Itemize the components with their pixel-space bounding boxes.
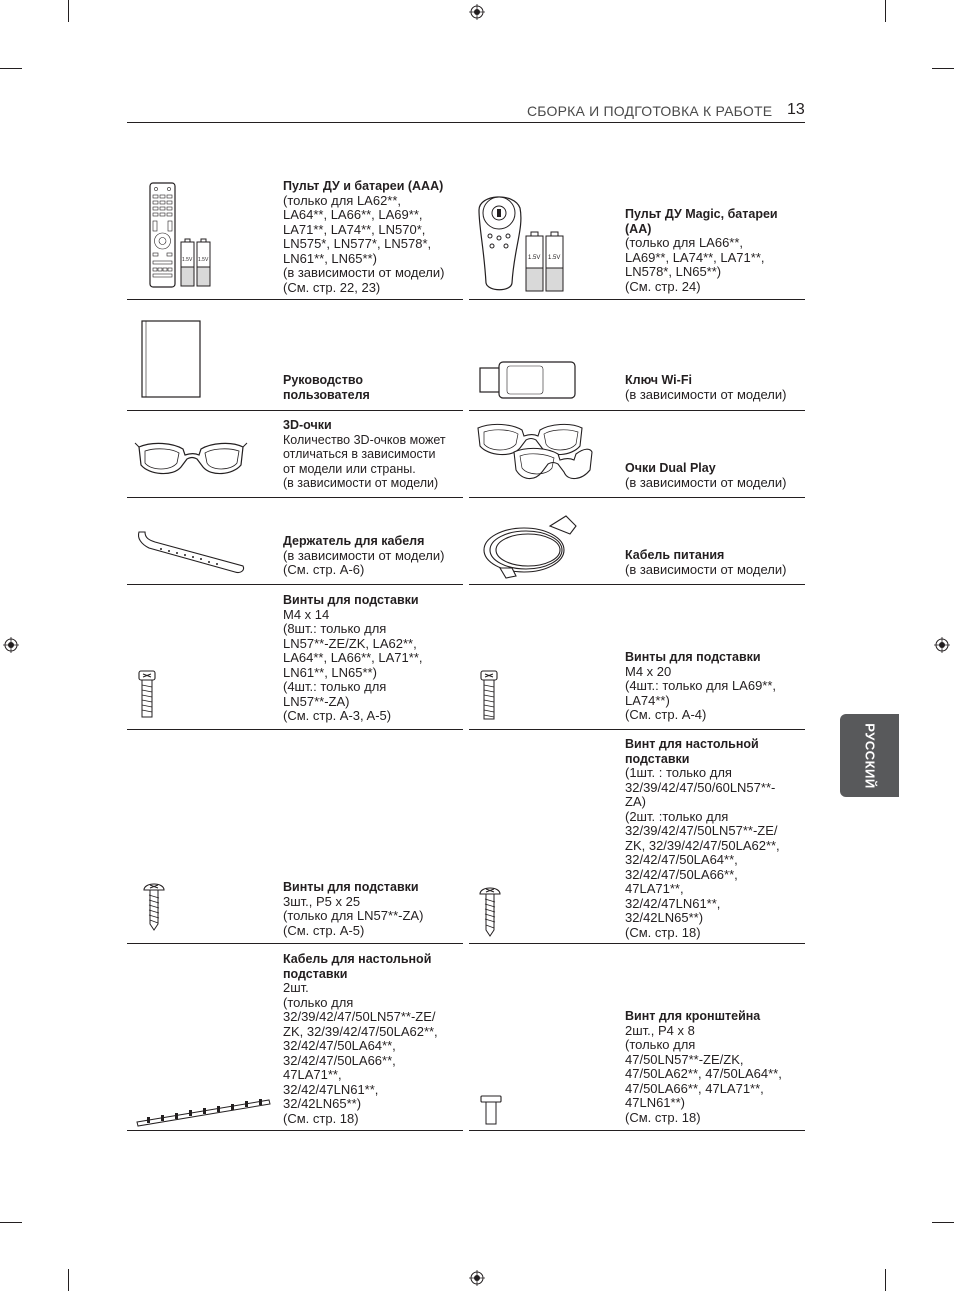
row-divider xyxy=(469,1130,805,1131)
item-description: 2шт., P4 x 8 (только для 47/50LN57**-ZE/ZK, 47/50LA62**, 47/50LA64**, 47/50LA66**, 47LA71**, 47LN61**) (См. стр. 18) xyxy=(625,1022,782,1125)
row-divider xyxy=(127,943,463,944)
battery-label: 1.5V xyxy=(198,257,209,263)
language-tab-label: РУССКИЙ xyxy=(862,722,877,789)
screw-icon xyxy=(142,880,166,932)
item-desk-stand-cable xyxy=(283,952,458,1126)
registration-mark-icon xyxy=(469,4,485,20)
row-divider xyxy=(469,410,805,411)
row-divider xyxy=(469,943,805,944)
wifi-dongle-icon xyxy=(477,360,577,400)
item-title: Держатель для кабеля xyxy=(283,534,425,548)
header-rule xyxy=(127,122,805,123)
item-3d-glasses xyxy=(283,418,458,491)
row-divider xyxy=(469,299,805,300)
item-description: 2шт. (только для 32/39/42/47/50LN57**-ZE/ ZK, 32/39/42/47/50LA62**, 32/42/47/50LA64**, 32/42/47/50LA66**, 47LA71**, 32/42/47LN61**, 32/42LN65**) (См. стр. 18) xyxy=(283,980,438,1126)
row-divider xyxy=(127,1130,463,1131)
registration-mark-icon xyxy=(934,637,950,653)
item-wifi-dongle xyxy=(625,373,800,402)
item-user-manual xyxy=(283,373,458,402)
item-title: Пульт ДУ Magic, батареи (AA) xyxy=(625,207,778,236)
screw-icon xyxy=(479,669,499,721)
dual-play-glasses-icon xyxy=(474,418,594,490)
item-title: Очки Dual Play xyxy=(625,461,716,475)
item-title: Кабель для настольной подставки xyxy=(283,952,432,981)
item-title: Винт для кронштейна xyxy=(625,1009,761,1023)
crop-mark xyxy=(885,1269,886,1291)
power-cable-icon xyxy=(480,512,580,580)
row-divider xyxy=(469,729,805,730)
remote-control-icon xyxy=(145,181,215,289)
row-divider xyxy=(127,410,463,411)
item-title: Кабель питания xyxy=(625,548,725,562)
row-divider xyxy=(127,584,463,585)
item-title: Руководство пользователя xyxy=(283,373,370,402)
item-stand-screws-p5x25 xyxy=(283,880,458,938)
item-title: Винт для настольной подставки xyxy=(625,737,759,766)
item-magic-remote xyxy=(625,207,800,294)
item-description: (в зависимости от модели) xyxy=(625,386,787,402)
battery-label: 1.5V xyxy=(548,255,561,261)
item-remote-aaa xyxy=(283,179,458,295)
user-manual-icon xyxy=(140,319,204,399)
item-description: (в зависимости от модели) xyxy=(625,474,787,490)
bracket-screw-icon xyxy=(479,1094,503,1126)
section-title: СБОРКА И ПОДГОТОВКА К РАБОТЕ xyxy=(527,103,773,119)
item-description: (в зависимости от модели) xyxy=(625,561,787,577)
page-number: 13 xyxy=(787,101,805,118)
crop-mark xyxy=(932,1222,954,1223)
row-divider xyxy=(469,497,805,498)
row-divider xyxy=(127,299,463,300)
3d-glasses-icon xyxy=(133,433,248,483)
item-description: M4 x 20 (4шт.: только для LA69**, LA74**) (См. стр. A-4) xyxy=(625,663,777,722)
screw-icon xyxy=(137,669,157,719)
battery-label: 1.5V xyxy=(528,255,541,261)
item-description: (только для LA66**, LA69**, LA74**, LA71**, LN578*, LN65**) (См. стр. 24) xyxy=(625,235,765,294)
cable-holder-icon xyxy=(135,528,247,578)
item-description: (только для LA62**, LA64**, LA66**, LA69**, LA71**, LA74**, LN570*, LN575*, LN577*, LN578*, LN61**, LN65**) (в зависимости от модели) (См. стр. 22, 23) xyxy=(283,192,445,295)
item-desk-stand-screw xyxy=(625,737,800,940)
crop-mark xyxy=(932,68,954,69)
item-description: M4 x 14 (8шт.: только для LN57**-ZE/ZK, LA62**, LA64**, LA66**, LA71**, LN61**, LN65**) (4шт.: только для LN57**-ZA) (См. стр. A-3, A-5) xyxy=(283,606,423,723)
item-description: (в зависимости от модели) (См. стр. A-6) xyxy=(283,547,445,577)
magic-remote-icon xyxy=(474,188,574,293)
item-title: Винты для подставки xyxy=(283,880,419,894)
item-title: Винты для подставки xyxy=(283,593,419,607)
item-stand-screws-m4x14 xyxy=(283,593,458,724)
row-divider xyxy=(469,584,805,585)
cable-tie-icon xyxy=(133,1094,273,1128)
item-description: (1шт. : только для 32/39/42/47/50/60LN57**- ZA) (2шт. :только для 32/39/42/47/50LN57**-ZE/ ZK, 32/39/42/47/50LA62**, 32/42/47/50LA64**, 32/42/47/50LA66**, 47LA71**, 32/42/47LN61**, 32/42LN65**) (См. стр. 18) xyxy=(625,765,780,940)
crop-mark xyxy=(68,1269,69,1291)
item-title: Ключ Wi-Fi xyxy=(625,373,692,387)
battery-label: 1.5V xyxy=(182,257,193,263)
item-stand-screws-m4x20 xyxy=(625,650,800,723)
item-bracket-screw xyxy=(625,1009,800,1125)
item-description: Количество 3D-очков может отличаться в зависимости от модели или страны. (в зависимости от модели) xyxy=(283,432,446,490)
crop-mark xyxy=(0,68,22,69)
row-divider xyxy=(127,729,463,730)
item-cable-holder xyxy=(283,534,458,578)
row-divider xyxy=(127,497,463,498)
item-dual-play-glasses xyxy=(625,461,800,490)
screw-icon xyxy=(478,884,502,938)
registration-mark-icon xyxy=(3,637,19,653)
item-description: 3шт., P5 x 25 (только для LN57**-ZA) (См. стр. A-5) xyxy=(283,893,424,938)
crop-mark xyxy=(885,0,886,22)
language-tab xyxy=(840,714,899,797)
item-power-cable xyxy=(625,548,800,577)
item-title: Винты для подставки xyxy=(625,650,761,664)
registration-mark-icon xyxy=(469,1270,485,1286)
item-title: 3D-очки xyxy=(283,418,332,432)
item-title: Пульт ДУ и батареи (AAA) xyxy=(283,179,444,193)
crop-mark xyxy=(0,1222,22,1223)
crop-mark xyxy=(68,0,69,22)
